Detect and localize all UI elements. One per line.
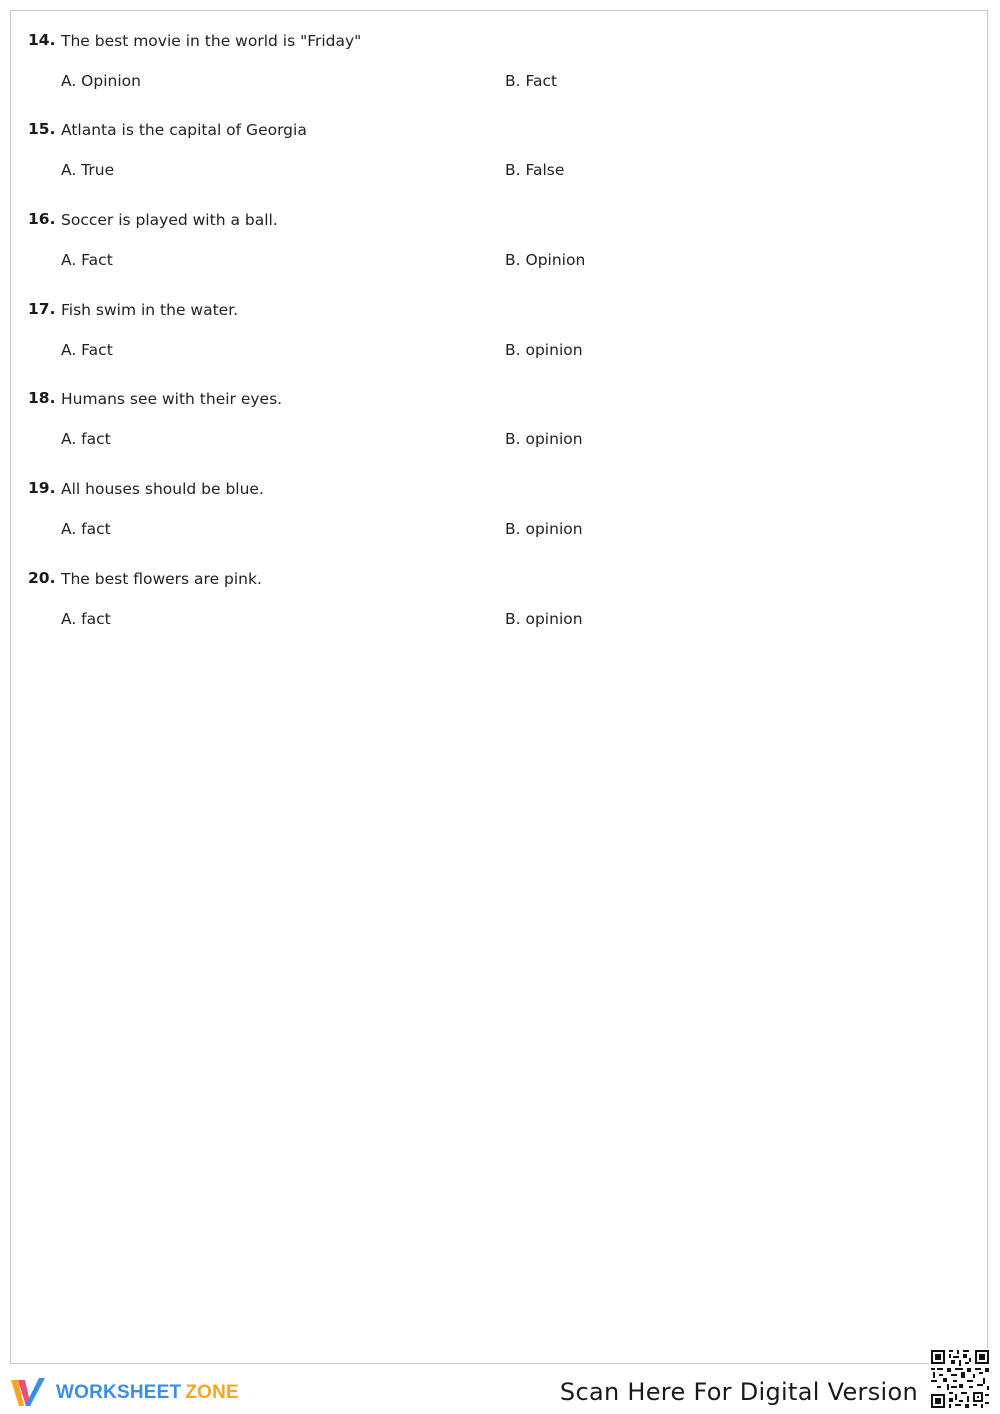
question-line bbox=[28, 210, 968, 234]
qr-code-icon[interactable] bbox=[929, 1348, 991, 1410]
option-a[interactable]: A. Fact bbox=[61, 251, 113, 269]
question-line bbox=[28, 479, 968, 503]
option-b[interactable]: B. opinion bbox=[505, 610, 583, 628]
question-15 bbox=[28, 120, 968, 179]
scan-instruction: Scan Here For Digital Version bbox=[559, 1378, 918, 1406]
question-14 bbox=[28, 31, 968, 90]
option-b[interactable]: B. opinion bbox=[505, 430, 583, 448]
question-16 bbox=[28, 210, 968, 269]
question-text: Fish swim in the water. bbox=[61, 301, 239, 319]
worksheet-page bbox=[10, 10, 988, 1364]
question-18 bbox=[28, 389, 968, 448]
question-text: The best flowers are pink. bbox=[61, 570, 262, 588]
logo-text bbox=[56, 1382, 239, 1404]
question-number: 19. bbox=[28, 479, 56, 497]
option-a[interactable]: A. True bbox=[61, 161, 115, 179]
question-text: Atlanta is the capital of Georgia bbox=[61, 121, 307, 139]
question-number: 20. bbox=[28, 569, 56, 587]
question-line bbox=[28, 31, 968, 55]
question-text: Soccer is played with a ball. bbox=[61, 211, 278, 229]
question-20 bbox=[28, 569, 968, 628]
question-line bbox=[28, 569, 968, 593]
option-a[interactable]: A. fact bbox=[61, 430, 111, 448]
question-number: 16. bbox=[28, 210, 56, 228]
logo-word-worksheet: WORKSHEET bbox=[56, 1382, 182, 1403]
option-b[interactable]: B. opinion bbox=[505, 520, 583, 538]
question-number: 15. bbox=[28, 120, 56, 138]
logo-w-icon bbox=[10, 1377, 50, 1409]
option-b[interactable]: B. False bbox=[505, 161, 565, 179]
question-line bbox=[28, 300, 968, 324]
question-19 bbox=[28, 479, 968, 538]
option-a[interactable]: A. fact bbox=[61, 610, 111, 628]
question-number: 17. bbox=[28, 300, 56, 318]
worksheet-zone-logo[interactable] bbox=[10, 1376, 239, 1410]
option-a[interactable]: A. Opinion bbox=[61, 72, 141, 90]
option-b[interactable]: B. opinion bbox=[505, 341, 583, 359]
option-b[interactable]: B. Fact bbox=[505, 72, 558, 90]
option-b[interactable]: B. Opinion bbox=[505, 251, 586, 269]
question-text: All houses should be blue. bbox=[61, 480, 264, 498]
page-footer bbox=[0, 1366, 1000, 1414]
question-text: The best movie in the world is "Friday" bbox=[61, 32, 362, 50]
question-line bbox=[28, 120, 968, 144]
question-number: 14. bbox=[28, 31, 56, 49]
question-17 bbox=[28, 300, 968, 359]
question-number: 18. bbox=[28, 389, 56, 407]
logo-word-zone: ZONE bbox=[185, 1382, 239, 1403]
option-a[interactable]: A. Fact bbox=[61, 341, 113, 359]
question-text: Humans see with their eyes. bbox=[61, 390, 283, 408]
option-a[interactable]: A. fact bbox=[61, 520, 111, 538]
question-line bbox=[28, 389, 968, 413]
